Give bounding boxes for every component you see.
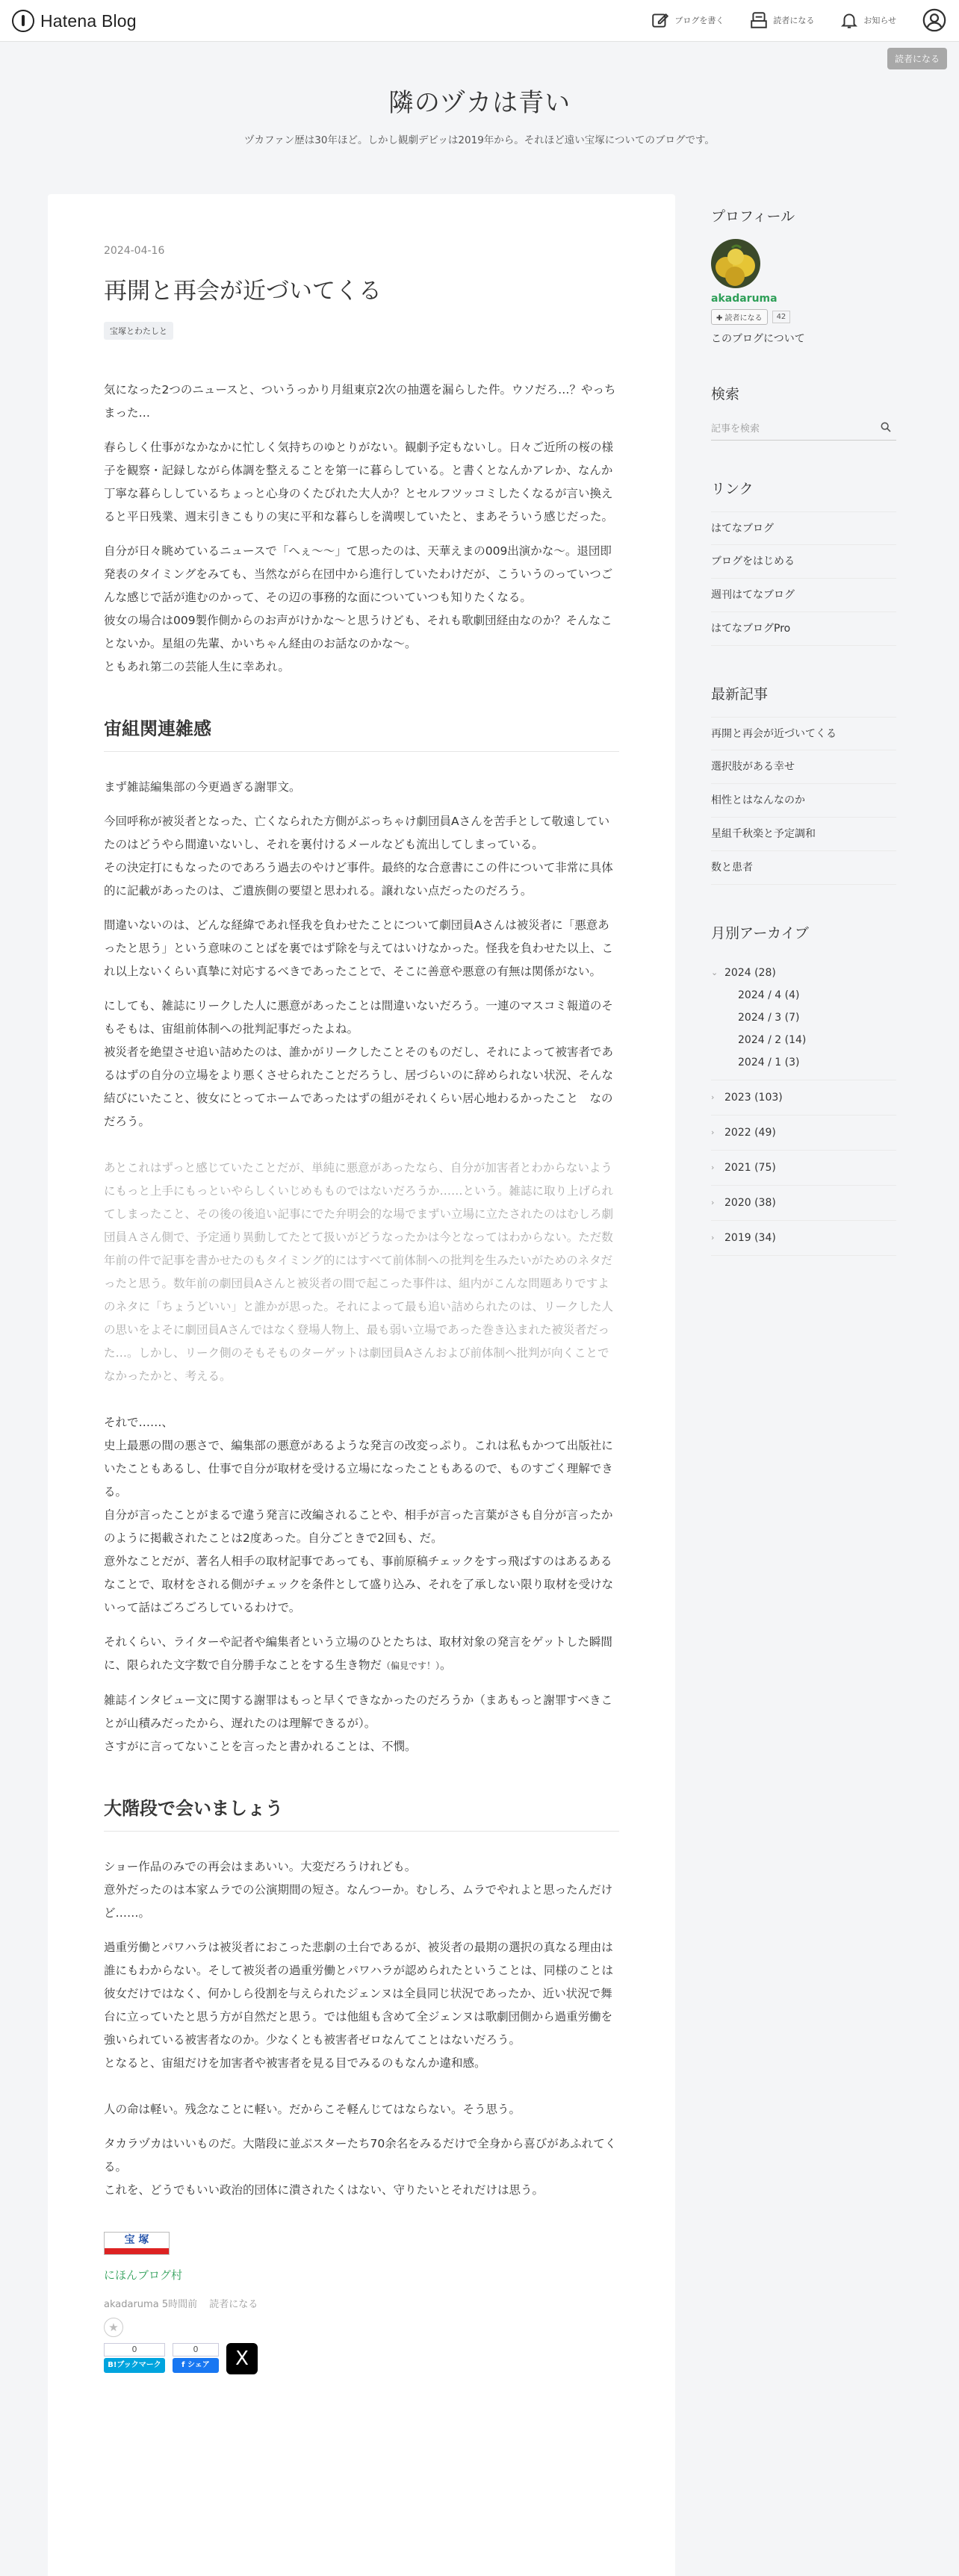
follow-row xyxy=(711,309,896,325)
spacer xyxy=(104,1145,619,1157)
blogmura-link[interactable]: にほんブログ村 xyxy=(104,2268,183,2282)
notifications-label: お知らせ xyxy=(863,16,896,25)
notifications-button[interactable] xyxy=(839,10,896,30)
facebook-share-button[interactable]: f シェア xyxy=(173,2358,219,2373)
intro-paragraph: 気になった2つのニュースと、ついうっかり月組東京2次の抽選を漏らした件。ウソだろ…？やっちまった… xyxy=(104,383,616,420)
category-tag[interactable]: 宝塚とわたしと xyxy=(104,322,173,340)
blog-title[interactable]: 隣のヅカは青い xyxy=(388,88,571,118)
archive-year-toggle[interactable] xyxy=(711,1227,896,1249)
hatena-bookmark-button[interactable]: B!ブックマーク xyxy=(104,2358,165,2373)
section-line: それくらい、ライターや記者や編集者という立場のひとたちは、取材対象の発言をゲットした瞬間に、限られた文字数で自分勝手なことをする生き物だ xyxy=(104,1635,612,1672)
archive-year-toggle[interactable] xyxy=(711,1157,896,1179)
hatena-logo-icon xyxy=(12,10,34,32)
main-content xyxy=(48,194,675,2576)
section-line: 意外だったのは本家ムラでの公演期間の短さ。なんつーか。むしろ、ムラでやれよと思ったんだけど……。 xyxy=(104,1883,613,1920)
archive-year-label: 2020 (38) xyxy=(724,1197,776,1209)
link-item[interactable]: 週刊はてなブログ xyxy=(711,579,896,612)
link-item[interactable]: はてなブログPro xyxy=(711,612,896,646)
profile-name-link[interactable]: akadaruma xyxy=(711,293,778,305)
archive-year-block xyxy=(711,1080,896,1116)
archive-year-block xyxy=(711,1186,896,1221)
reader-button[interactable] xyxy=(749,10,814,30)
link-item[interactable]: ブログをはじめる xyxy=(711,545,896,579)
blogmura-banner[interactable]: 宝 塚 xyxy=(104,2232,170,2255)
hatena-bookmark-count: 0 xyxy=(104,2343,165,2356)
section-heading: 大階段で会いましょう xyxy=(104,1797,619,1832)
section-paragraph xyxy=(104,995,619,1133)
section-heading: 宙組関連雑感 xyxy=(104,718,619,752)
recent-post-item[interactable]: 数と患者 xyxy=(711,851,896,885)
section-line: その決定打にもなったのであろう過去のやけど事件。最終的な合意書にこの件について非常に具体的に記載があったのは、ご遺族側の要望と思われる。譲れない点だったのだろう。 xyxy=(104,861,613,897)
archive-month-item[interactable]: 2024 / 3 (7) xyxy=(738,1012,800,1024)
section-paragraph: 間違いないのは、どんな経緯であれ怪我を負わせたことについて劇団員Aさんは被災者に「悪意あったと思う」という意味のことばを裏ではず除を与えてはいけなかった。怪我を負わせた以上、これ以上ないくらい真摯に対応するべきであったことで、そこに善意や悪意の有無は関係がない。 xyxy=(104,918,614,978)
post-date[interactable]: 2024-04-16 xyxy=(104,245,165,257)
intro-line: 自分が日々眺めているニュースで「へぇ〜〜」て思ったのは、天華えまの009出演かな〜。退団即発表のタイミングをみても、当然ながら在団中から進行していたわけだが、こういうのっていつごんな感じで話が進むのかって、その辺の事務的な面についていつも知りたくなる。 xyxy=(104,544,613,604)
section-paragraph xyxy=(104,1411,619,1620)
section-line: 被災者を絶望させ追い詰めたのは、誰かがリークしたことそのものだし、それによって被害者であるはずの自分の立場をより悪くさせられたことだろうし、居づらいのに辞められない状況、そんな結びにいたこと、彼女にとってホームであったはずの組がそれくらい居心地わるかったこと なのだろう。 xyxy=(104,1045,614,1128)
hatena-bookmark-share[interactable] xyxy=(104,2343,165,2373)
links-heading: リンク xyxy=(711,481,754,497)
archive-year-block xyxy=(711,1221,896,1256)
bell-icon xyxy=(839,10,859,30)
section-line: それで……、 xyxy=(104,1416,174,1429)
section-line: タカラヅカはいいものだ。大階段に並ぶスターたち70余名をみるだけで全身から喜びがあふれてくる。 xyxy=(104,2137,617,2174)
time-ago[interactable]: 5時間前 xyxy=(161,2299,198,2310)
post-title[interactable]: 再開と再会が近づいてくる xyxy=(104,278,382,305)
blog-description: ヅカファン歴は30年ほど。しかし観劇デビッは2019年から。それほど遠い宝塚についてのブログです。 xyxy=(244,134,715,146)
top-actions xyxy=(625,7,947,33)
profile-avatar[interactable] xyxy=(711,239,760,288)
intro-line: 彼女の場合は009製作側からのお声がけかな〜と思うけども、それも歌劇団経由なのか？そんなことないか。星組の先輩、かいちゃん経由のお話なのかな〜。 xyxy=(104,614,612,650)
section-paragraph xyxy=(104,810,619,903)
archive-month-item[interactable]: 2024 / 4 (4) xyxy=(738,989,800,1001)
archive-year-label: 2023 (103) xyxy=(724,1092,783,1104)
section-line: 史上最悪の間の悪さで、編集部の悪意があるような発言の改変っぷり。これは私もかつて出版社にいたこともあるし、仕事で自分が取材を受ける立場になったこともあるので、ものすごく理解できる。 xyxy=(104,1439,613,1499)
archive-months xyxy=(711,984,896,1074)
brand-name: Hatena Blog xyxy=(40,10,137,31)
x-share-button[interactable]: X xyxy=(226,2343,258,2374)
recent-post-item[interactable]: 相性とはなんなのか xyxy=(711,784,896,818)
section-line: 意外なことだが、著名人相手の取材記事であっても、事前原稿チェックをすっ飛ばすのはあるあるなことで、取材をされる側がチェックを条件として盛り込み、それを了承しない限り取材を受けないって話はごろごろしているわけで。 xyxy=(104,1555,614,1614)
recent-post-item[interactable]: 星組千秋楽と予定調和 xyxy=(711,818,896,851)
archive-year-label: 2019 (34) xyxy=(724,1232,776,1244)
section-line: 過重労働とパワハラは被災者におこった悲劇の土台であるが、被災者の最期の選択の真なる理由は誰にもわからない。そして被災者の過重労働とパワハラが認められたということは、同様のことは彼女だけではなく、何かしら役割を与えられたジェンヌは全員同じ状況であったか、近い状況で舞台に立っていたと思う方が自然だと思う。では他組も含めて全ジェンヌは歌劇団側から過重労働を強いられている被害者なのか。少なくとも被害者ゼロなんてことはないだろう。 xyxy=(104,1941,614,2047)
archive-year-label: 2022 (49) xyxy=(724,1127,776,1139)
top-bar xyxy=(0,0,959,42)
archive-month-item[interactable]: 2024 / 1 (3) xyxy=(738,1057,800,1068)
recent-posts-heading: 最新記事 xyxy=(711,686,769,703)
author-link[interactable]: akadaruma xyxy=(104,2299,159,2310)
article-body xyxy=(104,379,619,2202)
archive-year-toggle[interactable] xyxy=(711,1121,896,1144)
share-buttons xyxy=(104,2343,619,2374)
archive-year-label: 2021 (75) xyxy=(724,1162,776,1174)
about-blog-link[interactable]: このブログについて xyxy=(711,333,805,345)
post-meta xyxy=(104,2296,619,2310)
archive-year-toggle[interactable] xyxy=(711,1086,896,1109)
section-line: にしても、雑誌にリークした人に悪意があったことは間違いないだろう。一連のマスコミ報道のそもそもは、宙組前体制への批判記事だったよね。 xyxy=(104,999,613,1036)
user-account-icon[interactable] xyxy=(922,7,947,33)
archive-year-block xyxy=(711,956,896,1080)
section-line: 雑誌インタビュー文に関する謝罪はもっと早くできなかったのだろうか（まあもっと謝罪すべきことが山積みだったから、遅れたのは理解できるが）。 xyxy=(104,1693,613,1730)
chevron-right-icon: › xyxy=(711,1092,715,1102)
recent-posts-list xyxy=(711,717,896,885)
profile-heading: プロフィール xyxy=(711,208,795,225)
archive-year-toggle[interactable] xyxy=(711,1192,896,1214)
search-module xyxy=(711,383,896,441)
section-paragraph xyxy=(104,1689,619,1758)
write-blog-label: ブログを書く xyxy=(674,16,724,25)
spacer xyxy=(104,2086,619,2098)
article xyxy=(104,245,619,2374)
section-paragraph: それくらい、ライターや記者や編集者という立場のひとたちは、取材対象の発言をゲットした瞬間に、限られた文字数で自分勝手なことをする生き物だ（偏見です！）。 xyxy=(104,1635,612,1672)
brand-logo-link[interactable] xyxy=(12,10,137,32)
chevron-right-icon: › xyxy=(711,1198,715,1207)
section-paragraph xyxy=(104,1936,619,2075)
recent-posts-module xyxy=(711,683,896,885)
section-line: これを、どうでもいい政治的団体に潰されたくはない、守りたいとそれだけは思う。 xyxy=(104,2183,544,2197)
archive-year-toggle[interactable] xyxy=(711,962,896,984)
search-box xyxy=(711,417,896,441)
section-line: さすがに言ってないことを言ったと書かれることは、不憫。 xyxy=(104,1740,417,1753)
links-list xyxy=(711,511,896,646)
links-module xyxy=(711,478,896,646)
archive-year-block xyxy=(711,1116,896,1151)
section-paragraph: 人の命は軽い。残念なことに軽い。だからこそ軽んじてはならない。そう思う。 xyxy=(104,2103,521,2116)
search-input[interactable] xyxy=(711,417,868,439)
search-heading: 検索 xyxy=(711,386,740,402)
section-line: 今回呼称が被災者となった、亡くなられた方側がぶっちゃけ劇団員Aさんを苦手として敬遠していたのはどうやら間違いないし、それを裏付けるメールなども流出してしまっている。 xyxy=(104,815,610,851)
section-line: 自分が言ったことがまるで違う発言に改編されることや、相手が言った言葉がさも自分が言ったかのように掲載されたことは2度あった。自分ごときで2回も、だ。 xyxy=(104,1508,613,1545)
link-item[interactable]: はてなブログ xyxy=(711,511,896,545)
intro-line: ともあれ第二の芸能人生に幸あれ。 xyxy=(104,660,290,673)
sidebar xyxy=(711,205,896,1293)
archive-module xyxy=(711,922,896,1256)
recent-post-item[interactable]: 選択肢がある幸せ xyxy=(711,750,896,784)
section-line: ショー作品のみでの再会はまあいい。大変だろうけれども。 xyxy=(104,1860,417,1873)
archive-year-block xyxy=(711,1151,896,1186)
readers-link[interactable]: 読者になる xyxy=(209,2299,258,2310)
section-paragraph xyxy=(104,1855,619,1925)
edit-icon xyxy=(651,10,670,30)
section-paragraph xyxy=(104,2132,619,2202)
profile-module xyxy=(711,205,896,346)
muted-paragraph: あとこれはずっと感じていたことだが、単純に悪意があったなら、自分が加害者とわからないようにもっと上手にもっといやらしくいじめもものではないだろうか……という。雑誌に取り上げられてしまったこと、その後の後追い記事にでた弁明会的な場でまずい立場に立たされたのはむしろ劇団員Ａさん側で、予定通り異動してたとて扱いがどうなったかは今となってはわからない。ただ数年前の件で記事を書かせたのもタイミング的にはすべて前体制への批判を生みたいがためのネタだったと思う。数年前の劇団員Aさんと被災者の間で起こった事件は、組内がこんな問題ありですよのネタに「ちょうどいい」と誰かが思った。それによって最も追い詰められたのは、リークした人の思いをよそに劇団員Aさんではなく登場人物上、最も弱い立場であった巻き込まれた被災者だった…。しかし、リーク側のそもそものターゲットは劇団員Aさんおよび前体制へ批判が向くことでなかったかと、考える。 xyxy=(104,1161,614,1383)
chevron-right-icon: › xyxy=(711,1127,715,1137)
facebook-count: 0 xyxy=(173,2343,219,2356)
subscribe-badge-button[interactable]: 読者になる xyxy=(887,48,947,69)
fruit-avatar-icon xyxy=(711,239,760,288)
recent-post-item[interactable]: 再開と再会が近づいてくる xyxy=(711,717,896,750)
write-blog-button[interactable] xyxy=(651,10,724,30)
intro-paragraph: 春らしく仕事がなかなかに忙しく気持ちのゆとりがない。観劇予定もないし。日々ご近所の桜の様子を観察・記録しながら体調を整えることを第一に暮らしている。と書くとなんかアレか、なんか丁寧な暮らししているちょっと心身のくたびれた大人か？とセルフツッコミしたくなるが言い換えると平日残業、週末引きこもりの実に平和な暮らしを満喫していたと、まあそういう感じだった。 xyxy=(104,441,614,523)
chevron-down-icon: ⌄ xyxy=(711,968,719,977)
follow-button[interactable]: ✚ 読者になる xyxy=(711,309,768,325)
archive-year-label: 2024 (28) xyxy=(724,967,776,979)
archive-month-item[interactable]: 2024 / 2 (14) xyxy=(738,1034,807,1046)
aside-note: （偏見です！） xyxy=(382,1661,441,1671)
add-star-icon[interactable]: ★ xyxy=(104,2318,123,2337)
follower-count[interactable]: 42 xyxy=(772,311,791,323)
chevron-right-icon: › xyxy=(711,1163,715,1172)
section-paragraph: まず雑誌編集部の今更過ぎる謝罪文。 xyxy=(104,780,301,794)
article-footer xyxy=(104,2232,619,2374)
intro-paragraph xyxy=(104,540,619,679)
reader-icon xyxy=(749,10,769,30)
archive-heading: 月別アーカイブ xyxy=(711,925,809,942)
chevron-right-icon: › xyxy=(711,1233,715,1242)
section-line: となると、宙組だけを加害者や被害者を見る目でみるのもなんか違和感。 xyxy=(104,2056,486,2070)
reader-label: 読者になる xyxy=(773,16,815,25)
search-icon[interactable] xyxy=(880,421,892,433)
facebook-share[interactable] xyxy=(173,2343,219,2373)
spacer xyxy=(104,1399,619,1411)
